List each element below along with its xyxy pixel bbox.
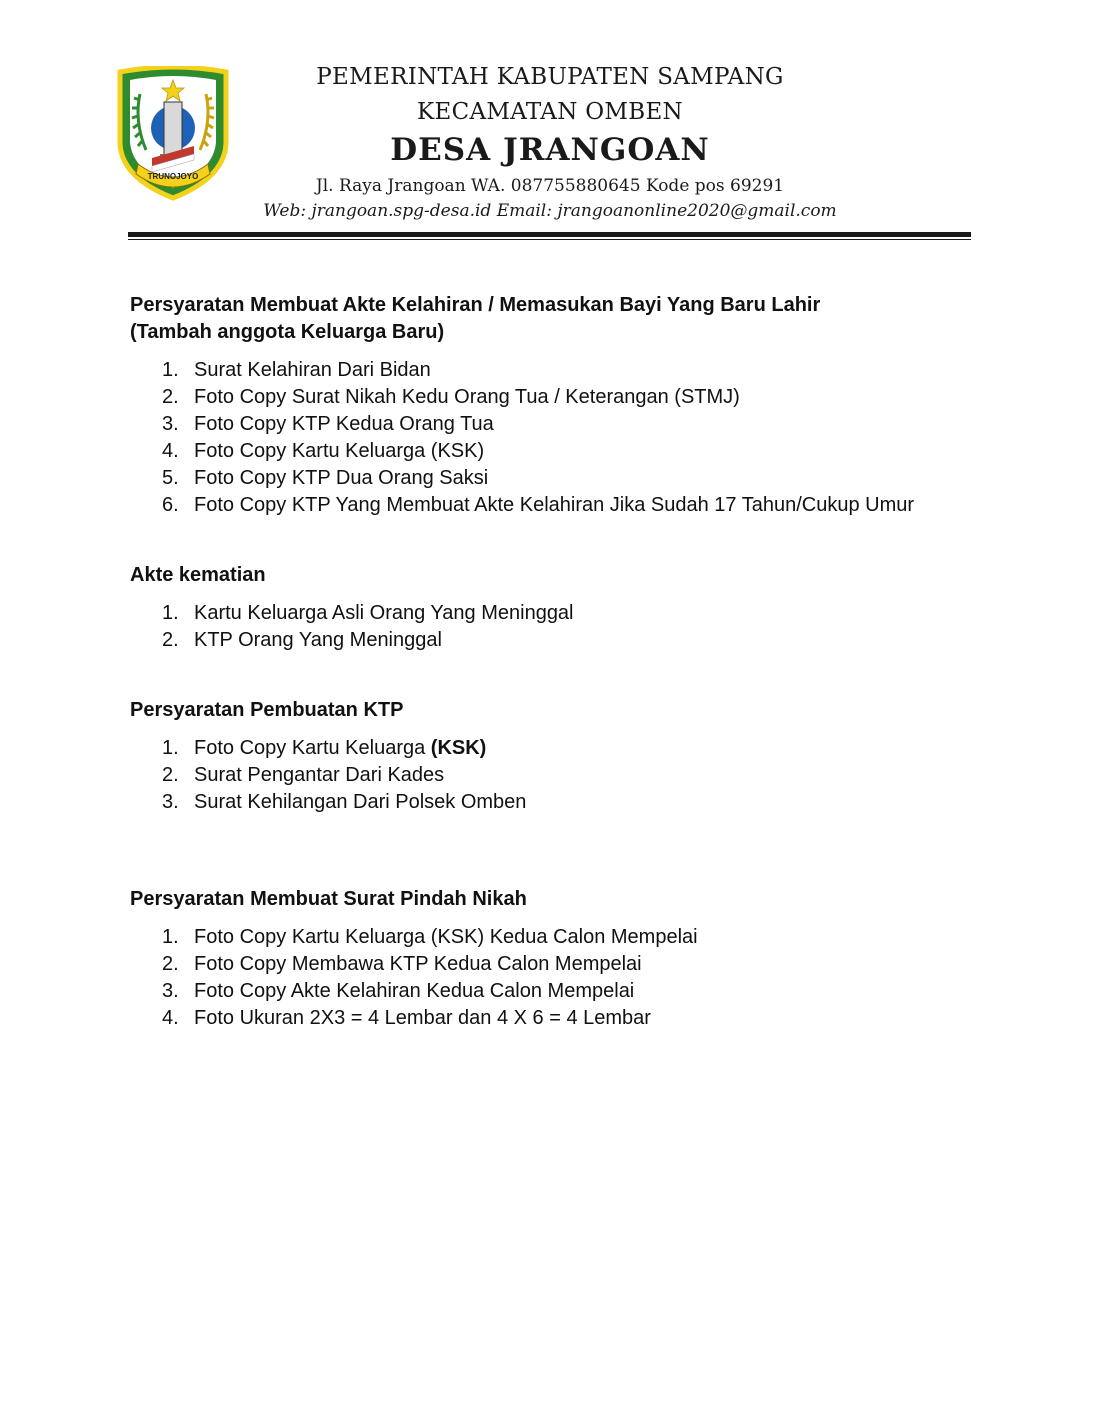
- item-number: 3.: [162, 791, 179, 813]
- section-death-certificate: [130, 562, 930, 654]
- item-text: Surat Pengantar Dari Kades: [194, 764, 445, 786]
- section-title-line: Persyaratan Membuat Akte Kelahiran / Memasukan Bayi Yang Baru Lahir: [130, 294, 821, 316]
- item-number: 3.: [162, 980, 179, 1002]
- item-number: 1.: [162, 602, 179, 624]
- letterhead-divider-thin: [128, 239, 971, 240]
- list-item: [130, 924, 930, 951]
- item-number: 4.: [162, 440, 179, 462]
- item-text-bold: (KSK): [430, 737, 487, 759]
- list-item: [130, 735, 930, 762]
- section-title: Persyaratan Pembuatan KTP: [130, 699, 404, 721]
- item-number: 1.: [162, 737, 179, 759]
- item-number: 3.: [162, 413, 179, 435]
- item-number: 2.: [162, 629, 179, 651]
- item-number: 2.: [162, 386, 179, 408]
- list-item: [130, 411, 930, 438]
- requirements-list: [130, 735, 930, 816]
- item-text: Foto Copy KTP Dua Orang Saksi: [194, 467, 489, 489]
- list-item: [130, 762, 930, 789]
- item-number: 2.: [162, 953, 179, 975]
- list-item: [130, 600, 930, 627]
- section-title: Akte kematian: [130, 564, 266, 586]
- item-number: 2.: [162, 764, 179, 786]
- item-text: Foto Copy Kartu Keluarga (KSK) Kedua Calon Mempelai: [194, 926, 698, 948]
- letterhead: [0, 0, 1100, 245]
- item-number: 5.: [162, 467, 179, 489]
- section-ktp: [130, 697, 930, 816]
- requirements-list: [130, 600, 930, 654]
- list-item: [130, 438, 930, 465]
- government-name: PEMERINTAH KABUPATEN SAMPANG: [316, 64, 784, 90]
- item-number: 1.: [162, 926, 179, 948]
- district-name: KECAMATAN OMBEN: [417, 99, 683, 125]
- list-item: [130, 492, 930, 519]
- letterhead-divider-thick: [128, 232, 971, 237]
- section-title-line: (Tambah anggota Keluarga Baru): [130, 321, 445, 343]
- list-item: [130, 978, 930, 1005]
- item-text: Kartu Keluarga Asli Orang Yang Meninggal: [194, 602, 574, 624]
- section-title: Persyaratan Membuat Surat Pindah Nikah: [130, 888, 527, 910]
- item-text: KTP Orang Yang Meninggal: [194, 629, 442, 651]
- web-email-line: Web: jrangoan.spg-desa.id Email: jrangoanonline2020@gmail.com: [263, 201, 837, 221]
- sampang-regency-emblem: [116, 66, 230, 202]
- list-item: [130, 384, 930, 411]
- section-marriage-transfer: [130, 886, 930, 1032]
- list-item: [130, 627, 930, 654]
- requirements-list: [130, 357, 930, 519]
- list-item: [130, 789, 930, 816]
- document-body: [130, 292, 930, 1032]
- item-text: Foto Copy KTP Yang Membuat Akte Kelahiran Jika Sudah 17 Tahun/Cukup Umur: [194, 494, 915, 516]
- item-text: Surat Kehilangan Dari Polsek Omben: [194, 791, 527, 813]
- list-item: [130, 465, 930, 492]
- item-text: Foto Ukuran 2X3 = 4 Lembar dan 4 X 6 = 4 Lembar: [194, 1007, 651, 1029]
- section-birth-certificate: [130, 292, 930, 519]
- item-number: 1.: [162, 359, 179, 381]
- item-text: Foto Copy Akte Kelahiran Kedua Calon Mempelai: [194, 980, 635, 1002]
- list-item: [130, 357, 930, 384]
- village-title: DESA JRANGOAN: [390, 132, 710, 168]
- item-text: Surat Kelahiran Dari Bidan: [194, 359, 431, 381]
- item-number: 4.: [162, 1007, 179, 1029]
- item-text: Foto Copy Membawa KTP Kedua Calon Mempelai: [194, 953, 642, 975]
- section-title: [130, 292, 930, 346]
- item-number: 6.: [162, 494, 179, 516]
- requirements-list: [130, 924, 930, 1032]
- emblem-ribbon-text: TRUNOJOYO: [147, 172, 199, 181]
- item-text: Foto Copy Kartu Keluarga (KSK): [194, 440, 485, 462]
- list-item: [130, 951, 930, 978]
- item-text: Foto Copy Surat Nikah Kedu Orang Tua / Keterangan (STMJ): [194, 386, 740, 408]
- item-text: Foto Copy Kartu Keluarga: [194, 737, 431, 759]
- item-text: Foto Copy KTP Kedua Orang Tua: [194, 413, 494, 435]
- list-item: [130, 1005, 930, 1032]
- address-line: Jl. Raya Jrangoan WA. 087755880645 Kode pos 69291: [315, 176, 785, 196]
